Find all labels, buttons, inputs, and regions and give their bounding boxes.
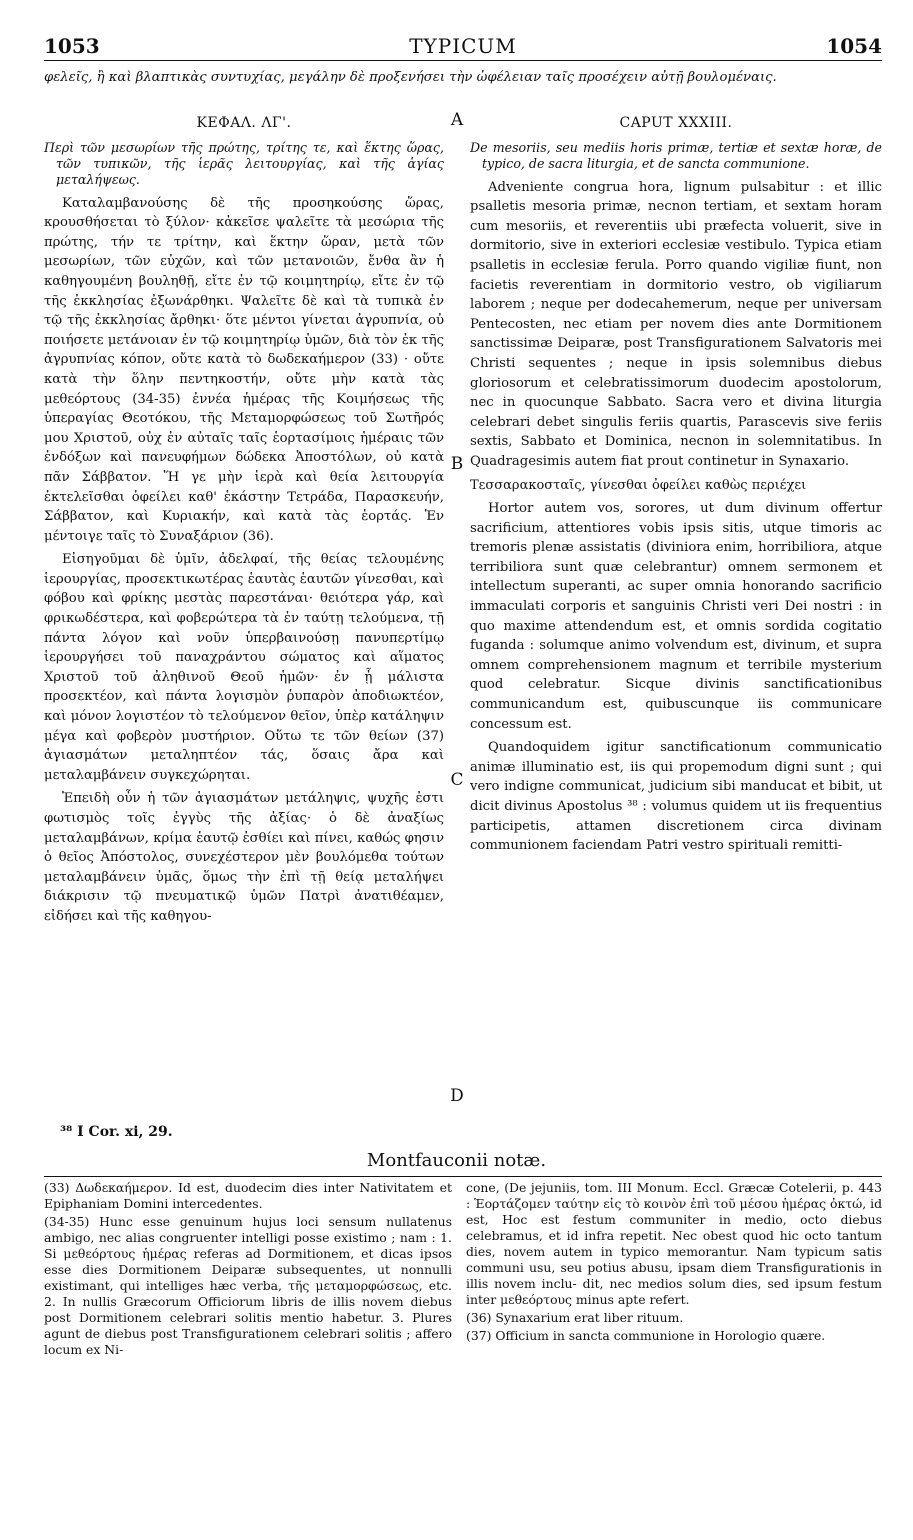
greek-paragraph-1: Καταλαμβανούσης δὲ τῆς προσηκούσης ὥρας, κρουσθήσεται τὸ ξύλον· κἀκεῖσε ψαλεῖτε τὰ μεσώρια τῆς πρώτης, τήν τε τρίτην, καὶ ἕκτην ὥραν, μετὰ τῶν μεσωρίων, τῶν εὐχῶν, καὶ τῶν μετανοιῶν, ἔνθα ἂν ἡ καθηγουμένη βουληθῇ, εἴτε ἐν τῷ κοιμητηρίῳ, εἴτε ἐν τῷ τῆς ἐκκλησίας ἐξωνάρθηκι. Ψαλεῖτε δὲ καὶ τὰ τυπικὰ ἐν τῷ τῆς ἐκκλησίας ἄρθηκι· ὅτε μέντοι γίνεται ἀγρυπνία, οὐ ποιήσετε μετάνοιαν ἐν τῷ κοιμητηρίῳ ὑμῶν, διὰ τὸν ἐκ τῆς ἀγρυπνίας κόπον, οὔτε κατὰ τὸ δωδεκαήμερον (33) · οὔτε κατὰ τὴν ὅλην πεντηκοστήν, οὔτε μὴν κατὰ τὰς μεθεόρτους (34-35) ἐννέα ἡμέρας τῆς Κοιμήσεως τῆς ὑπεραγίας Θεοτόκου, τῆς Μεταμορφώσεως τοῦ Σωτῆρός μου Χριστοῦ, οὐχ ἐν αὐταῖς ταῖς ἑορτασίμοις ἡμέραις τῶν ἐνδόξων καὶ πανευφήμων δώδεκα Ἀποστόλων, οὐ κατὰ πᾶν Σάββατον. Ἥ γε μὴν ἱερὰ καὶ θεία λειτουργία ἐκτελεῖσθαι ὀφείλει καθ' ἑκάστην Τετράδα, Παρασκευήν, Σάββατον, καὶ Κυριακήν, καὶ κατὰ τὰς ἑορτάς. Ἐν μέντοιγε ταῖς τὸ Συναξάριον (36). — [44, 195, 444, 544]
greek-column — [44, 112, 444, 931]
notes-divider — [44, 1176, 882, 1177]
running-title: TYPICUM — [409, 34, 517, 58]
margin-mark-d: D — [450, 1086, 464, 1106]
greek-chapter-title: ΚΕΦΑΛ. ΛΓ'. — [196, 115, 292, 131]
note-33: (33) Δωδεκαήμερον. Id est, duodecim dies inter Nativitatem et Epiphaniam Domini intercedentes. — [44, 1180, 452, 1211]
notes-right-column — [466, 1180, 882, 1346]
latin-paragraph-2: Hortor autem vos, sorores, ut dum divinum offertur sacrificium, attentiores vobis ipsis sitis, utque timoris ac tremoris plenæ assistatis (diviniora enim, horribiliora, atque terribiliora sunt quæ celebrantur) omnem sermonem et intellectum superanti, ac super omnia honorando sacrificio immaculati corporis et sanguinis Christi veri Dei nostri : in quo maxime attendendum est, et omnis sordida cogitatio fuganda : solumque animo volvendum est, divinum, et supra omnem comprehensionem magnum et terribile mysterium quod celebratur. Sicque divinis sanctificationibus communicandum est, quibuscunque iis communicare concessum est. — [470, 501, 882, 732]
intro-greek-line: φελεῖς, ἢ καὶ βλαπτικὰς συντυχίας, μεγάλην δὲ προξενήσει τὴν ὠφέλειαν ταῖς προσέχειν αὐτῇ βουλομέναις. — [44, 70, 777, 85]
page-number-left: 1053 — [44, 34, 100, 58]
page-number-right: 1054 — [826, 34, 882, 58]
latin-rubric: De mesoriis, seu mediis horis primæ, tertiæ et sextæ horæ, de typico, de sacra liturgia, et de sancta communione. — [470, 139, 882, 171]
note-37: (37) Officium in sancta communione in Horologio quære. — [466, 1328, 826, 1343]
notes-left-column — [44, 1180, 452, 1360]
latin-chapter-title: CAPUT XXXIII. — [619, 115, 733, 131]
margin-mark-b: B — [450, 454, 464, 474]
scripture-footnote: ³⁸ I Cor. xi, 29. — [60, 1124, 173, 1140]
note-34-35: (34-35) Hunc esse genuinum hujus loci sensum nullatenus ambigo, nec alias congruenter intelligi posse existimo ; nam : 1. Si μεθεόρτους ἡμέρας referas ad Dormitionem, et dicas ipsos esse dies Dormitionem Deiparæ subsequentes, ut nonnulli existimant, qui intelliges hæc verba, τῆς μεταμορφώσεως, etc. 2. In nullis Græcorum Officiorum libris de illis novem diebus post Dormitionem celebrari solitis mentio habetur. 3. Plures agunt de diebus post Transfigurationem celebrari solitis ; affero locum ex Ni- — [44, 1214, 452, 1357]
latin-column-greek-line: Τεσσαρακοσταῖς, γίνεσθαι ὀφείλει καθὼς περιέχει — [470, 477, 807, 493]
note-34-35-continued: cone, (De jejuniis, tom. III Monum. Eccl. Græcæ Cotelerii, p. 443 : Ἑορτάζομεν ταύτην εἰς τὸ κοινὸν ἐπὶ τοῦ μέσου ἡμέρας ὀκτώ, id est, Hoc est festum communiter in medio, octo diebus celebramus, et id infra repetit. Nec obest quod hic octo tantum dies, novem autem in typico memorantur. Nam typicum satis communi usu, seu potius abusu, ipsam diem Transfigurationis in illis novem inclu- dit, nec medios solum dies, sed ipsum festum inter μεθεόρτους minus apte refert. — [466, 1180, 882, 1307]
latin-paragraph-1: Adveniente congrua hora, lignum pulsabitur : et illic psalletis mesoria primæ, necnon tertiam, et sextam horam cum mesoriis, et reverentiis ubi præfecta voluerit, sive in dormitorio, sive in exteriori ecclesiæ vestibulo. Typica etiam psalletis in ecclesiæ ferula. Porro quando vigiliæ fiunt, non facietis reverentiam in dormitorio vestro, ob vigiliarum laborem ; neque per dodecahemerum, neque per universam Pentecosten, nec etiam per novem dies ante Dormitionem sanctissimæ Deiparæ, post Transfigurationem Salvatoris mei Christi sequentes ; neque in ipsis solemnibus diebus gloriosorum et celebratissimorum duodecim apostolorum, nec in quocunque Sabbato. Sacra vero et divina liturgia celebrari debet singulis feriis quartis, Parascevis sive feriis sextis, Sabbato et Dominica, necnon in solemnitatibus. In Quadragesimis autem fiat prout continetur in Synaxario. — [470, 179, 882, 469]
greek-paragraph-3: Ἐπειδὴ οὖν ἡ τῶν ἁγιασμάτων μετάληψις, ψυχῆς ἐστι φωτισμὸς τοῖς ἐγγὺς τῆς ἀξίας· ὁ δὲ ἀναξίως μεταλαμβάνων, κρίμα ἑαυτῷ ἐσθίει καὶ πίνει, καθώς φησιν ὁ θεῖος Ἀπόστολος, συνεχέστερον μὲν βουλόμεθα τούτων μεταλαμβάνειν ὑμᾶς, ὅμως τὴν ἐπὶ τῇ θείᾳ μεταλήψει διάκρισιν τῷ πνευματικῷ ὑμῶν Πατρὶ ἀνατιθέαμεν, εἰδήσει καὶ τῆς καθηγου- — [44, 791, 444, 924]
latin-paragraph-3: Quandoquidem igitur sanctificationum communicatio animæ illuminatio est, iis qui propemodum digni sunt ; qui vero indigne communicat, judicium sibi manducat et bibit, ut dicit divinus Apostolus ³⁸ : volumus quidem ut iis frequentius participetis, attamen discretionem circa divinam communionem faciendam Patri vestro spirituali remitti- — [470, 740, 882, 854]
latin-column — [470, 112, 882, 860]
margin-mark-c: C — [450, 770, 464, 790]
notes-title: Montfauconii notæ. — [366, 1150, 547, 1171]
margin-mark-a: A — [450, 110, 464, 130]
page-header — [44, 30, 882, 61]
greek-paragraph-2: Εἰσηγοῦμαι δὲ ὑμῖν, ἀδελφαί, τῆς θείας τελουμένης ἱερουργίας, προσεκτικωτέρας ἑαυτὰς ἑαυτῶν γίνεσθαι, καὶ φόβου καὶ φρίκης μεστὰς παρεστάναι· θειότερα γάρ, καὶ φρικωδέστερα, καὶ φοβερώτερα τὰ ἐν ταύτῃ τελούμενα, τῇ πάντα λόγον καὶ νοῦν ὑπερβαινούσῃ πανυπερτίμῳ ἱερουργήσει τοῦ παναχράντου σώματος καὶ αἵματος Χριστοῦ τοῦ ἀληθινοῦ Θεοῦ ἡμῶν· ἐν ᾗ μάλιστα προσεκτέον, καὶ πάντα λογισμὸν ῥυπαρὸν ἀποδιωκτέον, καὶ μόνον λογιστέον τὸ τελούμενον θεῖον, ὑπὲρ κατάληψιν μέγα καὶ φοβερὸν μυστήριον. Οὕτω τε τῶν θείων (37) ἁγιασμάτων μεταληπτέον τάς, ὅσαις ἄρα καὶ μεταλαμβάνειν συγκεχώρηται. — [44, 552, 444, 783]
note-36: (36) Synaxarium erat liber rituum. — [466, 1310, 684, 1325]
greek-rubric: Περὶ τῶν μεσωρίων τῆς πρώτης, τρίτης τε, καὶ ἕκτης ὥρας, τῶν τυπικῶν, τῆς ἱερᾶς λειτουργίας, καὶ τῆς ἁγίας μεταλήψεως. — [44, 139, 444, 187]
